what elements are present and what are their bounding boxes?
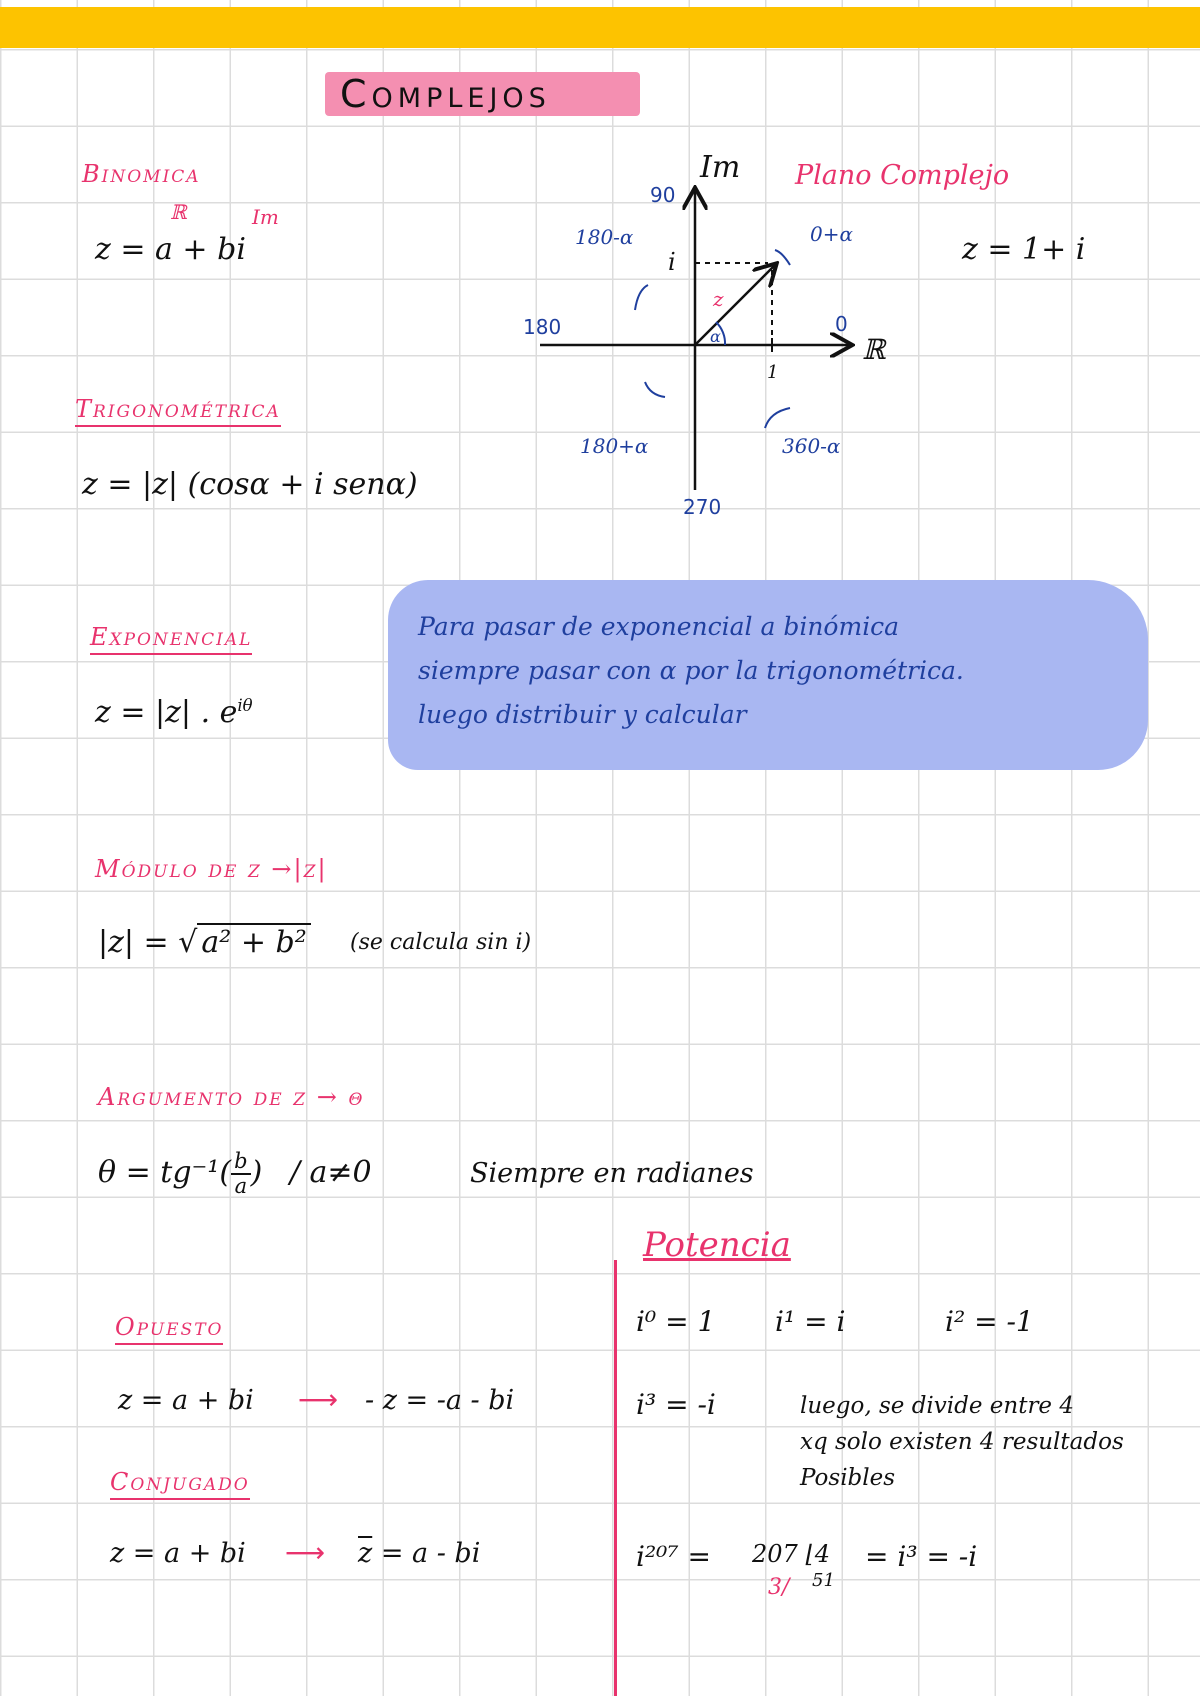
potencia-example-division: 207 ⌊4 (752, 1540, 831, 1568)
vector-z (695, 265, 775, 345)
argumento-note: Siempre en radianes (470, 1158, 754, 1189)
potencia-explanation-line-1: luego, se divide entre 4 (800, 1393, 1074, 1419)
potencia-example-rhs: = i³ = -i (865, 1540, 978, 1573)
potencia-explanation (800, 1388, 1124, 1496)
plano-deg-90: 90 (650, 183, 676, 207)
plano-axis-re: ℝ (862, 333, 886, 366)
trigonometrica-heading: Trigonométrica (75, 395, 281, 427)
plano-tick-i: i (668, 248, 676, 276)
potencia-i1: i¹ = i (775, 1305, 846, 1338)
potencia-i0: i⁰ = 1 (636, 1305, 716, 1338)
plano-vector-label: z (713, 287, 724, 311)
opuesto-rhs: - z = -a - bi (365, 1385, 515, 1416)
plano-deg-0: 0 (835, 312, 848, 336)
potencia-example-remainder: 3/ (768, 1575, 790, 1600)
plano-quadrant-2: 180-α (575, 225, 634, 249)
plano-deg-270: 270 (683, 495, 722, 519)
argumento-lhs: θ = tg⁻¹ (98, 1155, 220, 1191)
sqrt-symbol: √ (178, 925, 198, 960)
modulo-formula (98, 925, 311, 960)
potencia-i2: i² = -1 (945, 1305, 1034, 1338)
potencia-i3: i³ = -i (636, 1388, 716, 1421)
opuesto-heading: Opuesto (115, 1313, 223, 1345)
binomica-real-label: ℝ (170, 200, 187, 224)
arrow-q1 (775, 250, 790, 265)
opuesto-lhs: z = a + bi (118, 1385, 254, 1416)
conjugado-rhs-value: = a - bi (380, 1538, 481, 1569)
argumento-formula: θ = tg⁻¹( $\frac{b}{a}$ ) / a≠0 (98, 1149, 372, 1199)
note-line-1: Para pasar de exponencial a binómica (418, 612, 900, 641)
plano-quadrant-1: 0+α (810, 222, 853, 246)
argumento-denominator: a (234, 1174, 248, 1199)
opuesto-arrow-icon: ⟶ (298, 1383, 339, 1416)
potencia-heading: Potencia (643, 1225, 791, 1265)
plano-angle-label: α (710, 327, 721, 346)
plano-quadrant-4: 360-α (782, 434, 841, 458)
conjugado-rhs (358, 1538, 480, 1569)
note-line-3: luego distribuir y calcular (418, 700, 747, 729)
argumento-fraction (231, 1150, 250, 1198)
exponencial-formula-base: z = |z| . e (95, 695, 238, 730)
modulo-heading: Módulo de z →|z| (95, 855, 328, 883)
potencia-example-quotient: 51 (812, 1570, 835, 1591)
argumento-numerator: b (231, 1150, 250, 1175)
trigonometrica-formula: z = |z| (cosα + i senα) (82, 467, 418, 502)
conjugado-bar-z: $\overline{z}$ (358, 1538, 373, 1569)
plano-axis-im: Im (700, 150, 741, 185)
arrow-q4 (765, 408, 790, 428)
conjugado-heading: Conjugado (110, 1468, 250, 1500)
note-box (418, 605, 964, 737)
plano-example: z = 1+ i (962, 232, 1086, 267)
potencia-explanation-line-3: Posibles (800, 1465, 896, 1491)
conjugado-arrow-icon: ⟶ (285, 1536, 326, 1569)
exponencial-formula-exponent: iθ (237, 696, 253, 715)
conjugado-lhs: z = a + bi (110, 1538, 246, 1569)
plano-tick-1: 1 (767, 362, 779, 383)
modulo-note: (se calcula sin i) (350, 930, 532, 955)
note-line-2: siempre pasar con α por la trigonométrica. (418, 656, 964, 685)
plano-deg-180: 180 (523, 315, 562, 339)
modulo-lhs: |z| = (98, 925, 169, 960)
binomica-heading: Binomica (82, 160, 201, 188)
argumento-condition: / a≠0 (289, 1155, 372, 1191)
potencia-example-lhs: i²⁰⁷ = (636, 1540, 711, 1573)
exponencial-heading: Exponencial (90, 623, 252, 655)
exponencial-formula (95, 695, 253, 730)
potencia-divider (614, 1260, 617, 1696)
plano-title: Plano Complejo (795, 160, 1010, 191)
plano-quadrant-3: 180+α (580, 434, 649, 458)
arrow-q2 (635, 285, 648, 310)
page-title: Complejos (340, 72, 551, 116)
argumento-heading: Argumento de z → θ (98, 1083, 365, 1111)
potencia-explanation-line-2: xq solo existen 4 resultados (800, 1429, 1124, 1455)
top-header-bar (0, 7, 1200, 48)
binomica-formula: z = a + bi (95, 232, 246, 267)
binomica-imag-label: Im (252, 205, 279, 229)
modulo-radicand: a² + b² (197, 923, 310, 960)
arrow-q3 (645, 382, 665, 397)
